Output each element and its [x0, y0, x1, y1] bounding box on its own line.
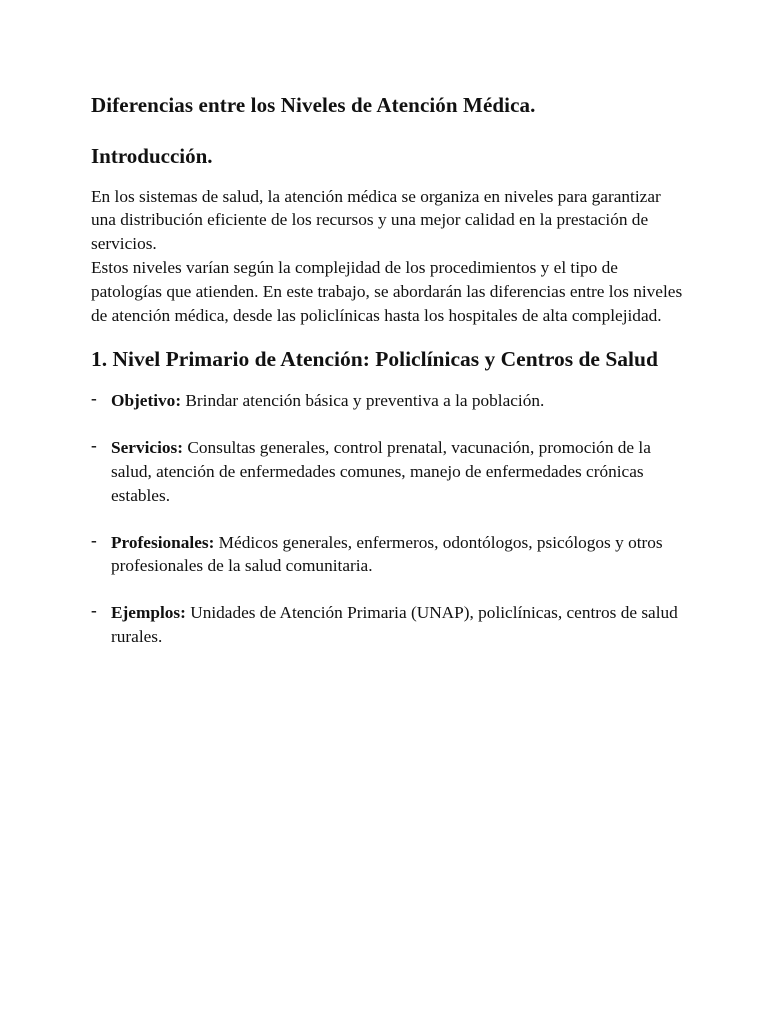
list-item-ejemplos [91, 601, 688, 649]
bullet-dash-icon: - [91, 389, 97, 409]
bullet-dash-icon: - [91, 436, 97, 456]
intro-paragraph-1: En los sistemas de salud, la atención médica se organiza en niveles para garantizar una distribución eficiente de los recursos y una mejor calidad en la prestación de servicios. [91, 186, 661, 254]
list-item-label: Ejemplos: [111, 603, 186, 623]
intro-body [91, 185, 688, 328]
intro-paragraph-2: Estos niveles varían según la complejidad de los procedimientos y el tipo de patologías que atienden. En este trabajo, se abordarán las diferencias entre los niveles de atención médica, desde las policlínicas hasta los hospitales de alta complejidad. [91, 257, 683, 325]
list-item-label: Profesionales: [111, 532, 215, 552]
list-item-text: Unidades de Atención Primaria (UNAP), policlínicas, centros de salud rurales. [111, 603, 678, 646]
list-item-text: Consultas generales, control prenatal, vacunación, promoción de la salud, atención de enfermedades comunes, manejo de enfermedades crónicas estables. [111, 438, 651, 505]
list-item-objetivo [91, 389, 688, 413]
list-item-profesionales [91, 531, 688, 579]
section-1-heading: 1. Nivel Primario de Atención: Policlínicas y Centros de Salud [91, 347, 658, 372]
bullet-dash-icon: - [91, 530, 97, 550]
list-item-servicios [91, 436, 688, 507]
list-item-label: Objetivo: [111, 391, 182, 411]
intro-heading: Introducción. [91, 144, 213, 169]
list-item-label: Servicios: [111, 438, 183, 458]
document-title: Diferencias entre los Niveles de Atención Médica. [91, 93, 536, 117]
bullet-dash-icon: - [91, 601, 97, 621]
list-item-text: Brindar atención básica y preventiva a la población. [181, 391, 545, 411]
section-1-list [91, 389, 688, 648]
list-item-text: Médicos generales, enfermeros, odontólogos, psicólogos y otros profesionales de la salud comunitaria. [111, 532, 663, 576]
